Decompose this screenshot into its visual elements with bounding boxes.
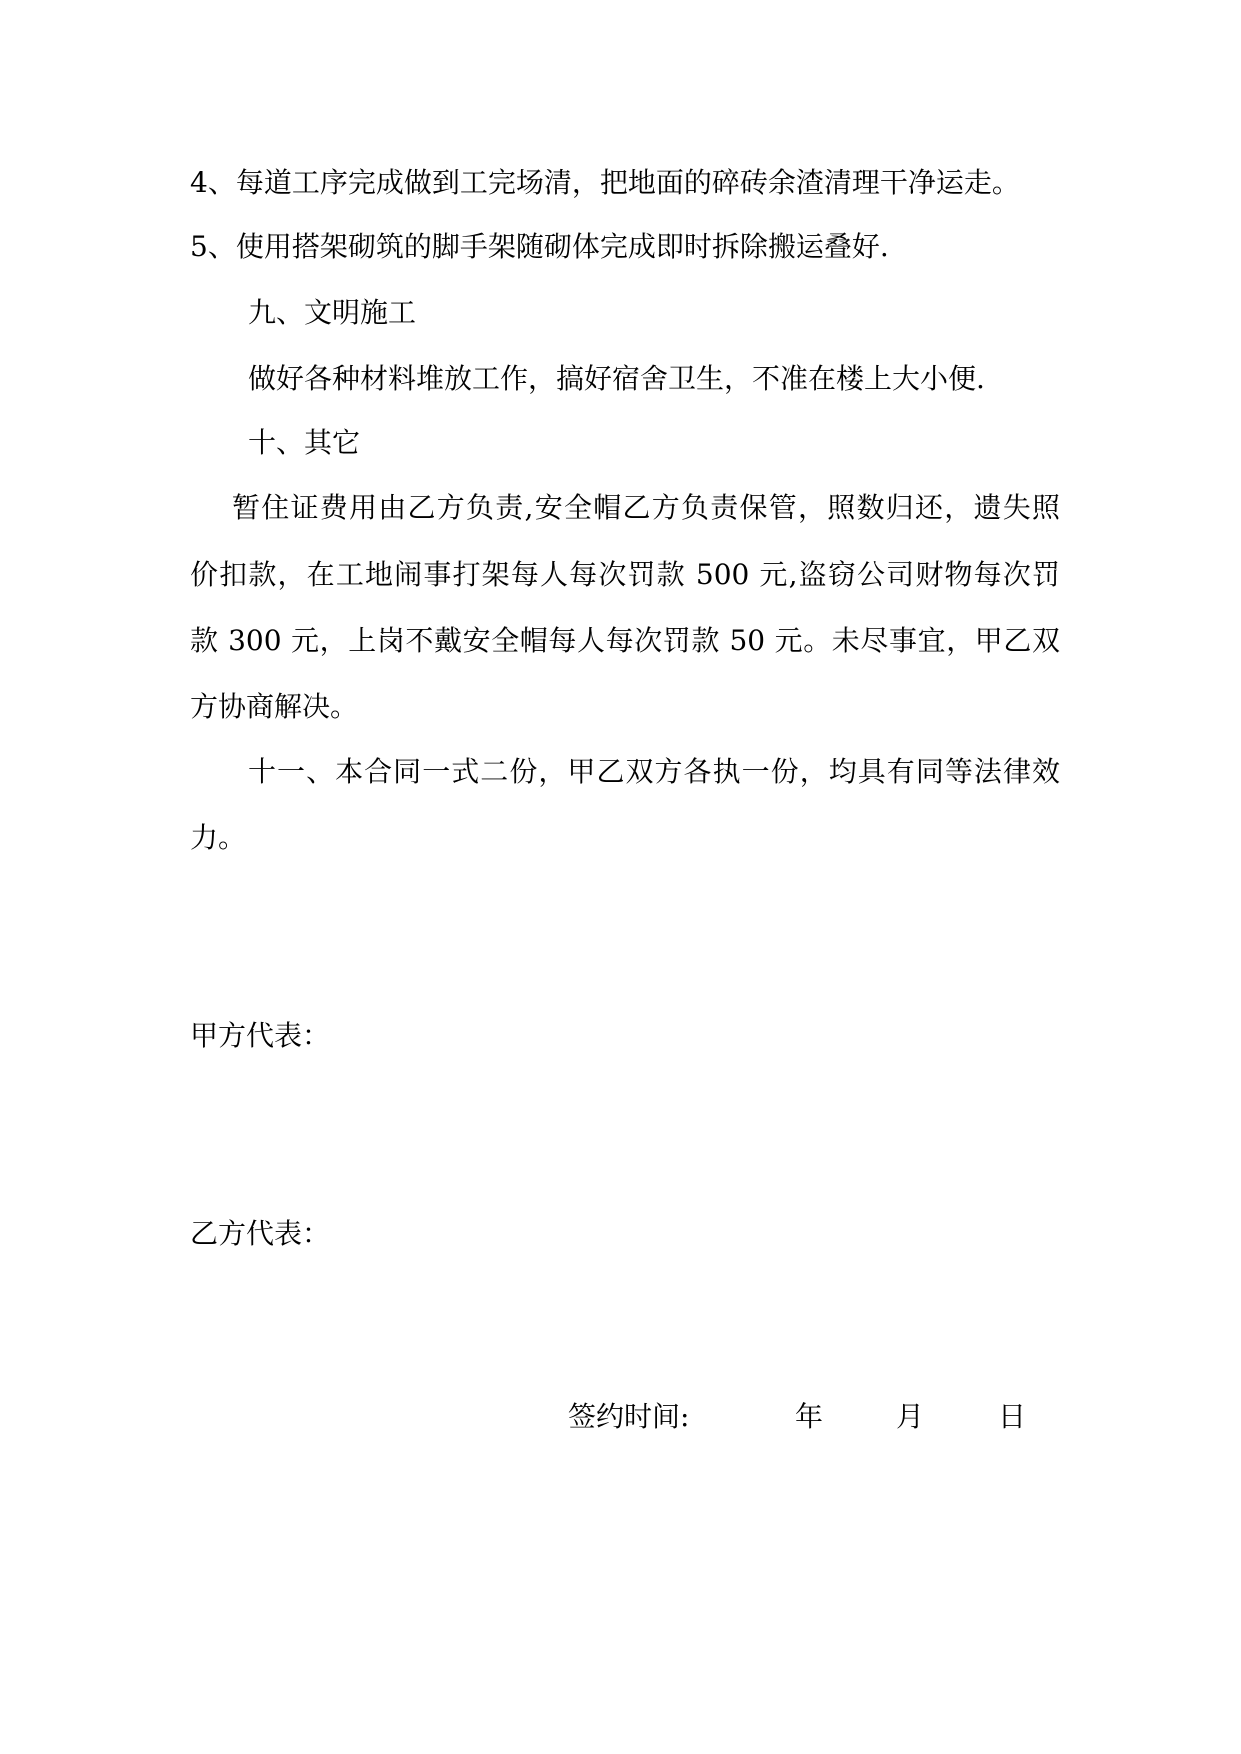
section-9-body: 做好各种材料堆放工作，搞好宿舍卫生，不准在楼上大小便.: [248, 362, 985, 395]
party-a-signature-label: 甲方代表：: [190, 1019, 331, 1052]
clause-item-4: 4、每道工序完成做到工完场清，把地面的碎砖余渣清理干净运走。: [190, 166, 1020, 199]
section-10-heading: 十、其它: [248, 426, 361, 459]
party-b-signature-label: 乙方代表：: [190, 1217, 331, 1250]
clause-item-5: 5、使用搭架砌筑的脚手架随砌体完成即时拆除搬运叠好.: [190, 230, 889, 263]
section-11-line-1: 十一、本合同一式二份，甲乙双方各执一份，均具有同等法律效: [248, 755, 1060, 788]
section-9-heading: 九、文明施工: [248, 296, 417, 329]
sign-date-day: 日: [998, 1400, 1027, 1433]
section-10-body-line-3: 款 300 元，上岗不戴安全帽每人每次罚款 50 元。未尽事宜，甲乙双: [190, 624, 1060, 657]
sign-date-month: 月: [896, 1400, 925, 1433]
sign-date-label: 签约时间:: [568, 1400, 690, 1433]
section-11-line-2: 力。: [190, 821, 247, 854]
sign-date-year: 年: [795, 1400, 824, 1433]
section-10-body-line-2: 价扣款，在工地闹事打架每人每次罚款 500 元,盗窃公司财物每次罚: [190, 558, 1060, 591]
section-10-body-line-4: 方协商解决。: [190, 690, 359, 723]
section-10-body-line-1: 暂住证费用由乙方负责,安全帽乙方负责保管，照数归还，遗失照: [232, 491, 1060, 524]
